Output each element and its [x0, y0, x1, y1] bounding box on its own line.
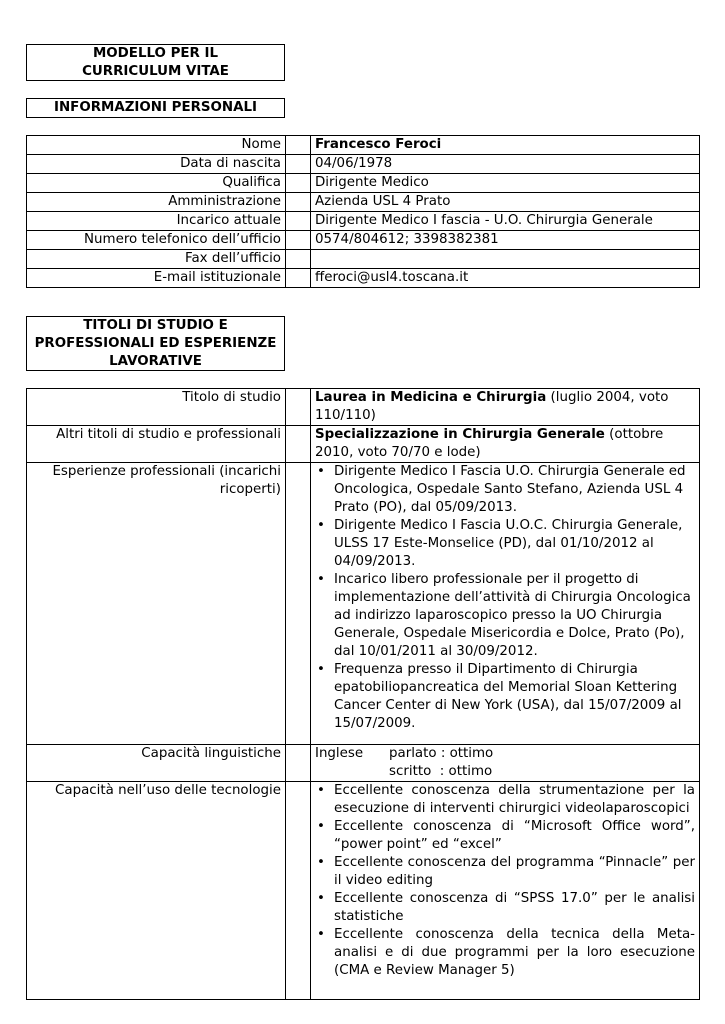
personal-label: E-mail istituzionale: [27, 269, 286, 288]
spacer-cell: [286, 136, 311, 155]
education-title-line3: LAVORATIVE: [109, 354, 202, 369]
spacer-cell: [286, 745, 311, 782]
personal-section-title: INFORMAZIONI PERSONALI: [53, 100, 258, 115]
personal-label: Numero telefonico dell’ufficio: [27, 231, 286, 250]
spacer-cell: [286, 782, 311, 1000]
education-row-languages: [27, 745, 700, 782]
personal-label: Amministrazione: [27, 193, 286, 212]
cv-title-box: [26, 44, 285, 81]
language-written: scritto : ottimo: [389, 764, 493, 779]
specialization-title: Specializzazione in Chirurgia Generale: [315, 427, 605, 442]
list-item: • Frequenza presso il Dipartimento di Chirurgia epatobiliopancreatica del Memorial Sloan Kettering Cancer Center di New York (USA), dal 15/07/2009 al 15/07/2009.: [315, 661, 695, 733]
experience-label: Esperienze professionali (incarichi ricoperti): [27, 463, 286, 745]
person-name: Francesco Feroci: [315, 137, 442, 152]
spacer-cell: [286, 174, 311, 193]
personal-value: Dirigente Medico: [311, 174, 700, 193]
personal-label: Incarico attuale: [27, 212, 286, 231]
education-row-technology: [27, 782, 700, 1000]
spacer-cell: [286, 389, 311, 426]
list-item: • Incarico libero professionale per il progetto di implementazione dell’attività di Chirurgia Oncologica ad indirizzo laparoscopico presso la UO Chirurgia Generale, Ospedale Misericordia e Dolce, Prato (Po), dal 10/01/2011 al 30/09/2012.: [315, 571, 695, 661]
personal-row: [27, 155, 700, 174]
personal-row: [27, 231, 700, 250]
other-titles-value: [311, 426, 700, 463]
personal-row: [27, 250, 700, 269]
personal-label: Data di nascita: [27, 155, 286, 174]
spacer-cell: [286, 250, 311, 269]
list-item: • Eccellente conoscenza del programma “Pinnacle” per il video editing: [315, 854, 695, 890]
personal-value: fferoci@usl4.toscana.it: [311, 269, 700, 288]
education-section-heading: [26, 316, 285, 371]
spacer-cell: [286, 193, 311, 212]
personal-value: [311, 136, 700, 155]
list-item: • Dirigente Medico I Fascia U.O.C. Chirurgia Generale, ULSS 17 Este-Monselice (PD), dal 01/10/2012 al 04/09/2013.: [315, 517, 695, 571]
personal-label: Fax dell’ufficio: [27, 250, 286, 269]
personal-row-name: [27, 136, 700, 155]
personal-value: 04/06/1978: [311, 155, 700, 174]
languages-label: Capacità linguistiche: [27, 745, 286, 782]
language-empty: [315, 763, 389, 781]
education-title-line1: TITOLI DI STUDIO E: [83, 318, 228, 333]
education-row-other: [27, 426, 700, 463]
spacer-cell: [286, 269, 311, 288]
personal-row: [27, 212, 700, 231]
experience-list: [315, 463, 695, 733]
personal-label: Nome: [27, 136, 286, 155]
language-grid: [315, 745, 695, 781]
technology-list: [315, 782, 695, 980]
spacer-cell: [286, 155, 311, 174]
list-item: • Dirigente Medico I Fascia U.O. Chirurgia Generale ed Oncologica, Ospedale Santo Stefano, Azienda USL 4 Prato (PO), dal 05/09/2013.: [315, 463, 695, 517]
personal-value: 0574/804612; 3398382381: [311, 231, 700, 250]
languages-value: [311, 745, 700, 782]
spacer-cell: [286, 231, 311, 250]
language-name: Inglese: [315, 746, 364, 761]
list-item: • Eccellente conoscenza di “SPSS 17.0” per le analisi statistiche: [315, 890, 695, 926]
personal-row: [27, 193, 700, 212]
spacer-cell: [286, 212, 311, 231]
personal-value: Dirigente Medico I fascia - U.O. Chirurgia Generale: [311, 212, 700, 231]
list-item: • Eccellente conoscenza della tecnica della Meta-analisi e di due programmi per la loro esecuzione (CMA e Review Manager 5): [315, 926, 695, 980]
education-title-line2: PROFESSIONALI ED ESPERIENZE: [34, 336, 277, 351]
degree-label: Titolo di studio: [27, 389, 286, 426]
education-row-experience: [27, 463, 700, 745]
personal-row: [27, 269, 700, 288]
personal-value: Azienda USL 4 Prato: [311, 193, 700, 212]
personal-info-table: [26, 135, 700, 288]
degree-title: Laurea in Medicina e Chirurgia: [315, 390, 547, 405]
language-spoken: parlato : ottimo: [389, 746, 494, 761]
personal-section-heading: [26, 98, 285, 118]
spacer-cell: [286, 463, 311, 745]
degree-details: (luglio 2004, voto 110/110): [315, 390, 669, 423]
spacer-cell: [286, 426, 311, 463]
education-row-degree: [27, 389, 700, 426]
cv-title-line1: MODELLO PER IL: [92, 46, 219, 61]
cv-title-line2: CURRICULUM VITAE: [82, 64, 229, 79]
technology-label: Capacità nell’uso delle tecnologie: [27, 782, 286, 1000]
personal-label: Qualifica: [27, 174, 286, 193]
experience-value: [311, 463, 700, 745]
personal-row: [27, 174, 700, 193]
specialization-details: (ottobre 2010, voto 70/70 e lode): [315, 427, 664, 460]
technology-value: [311, 782, 700, 1000]
other-titles-label: Altri titoli di studio e professionali: [27, 426, 286, 463]
personal-value: [311, 250, 700, 269]
education-table: [26, 388, 700, 1000]
degree-value: [311, 389, 700, 426]
list-item: • Eccellente conoscenza di “Microsoft Office word”, “power point” ed “excel”: [315, 818, 695, 854]
list-item: • Eccellente conoscenza della strumentazione per la esecuzione di interventi chirurgici videolaparoscopici: [315, 782, 695, 818]
